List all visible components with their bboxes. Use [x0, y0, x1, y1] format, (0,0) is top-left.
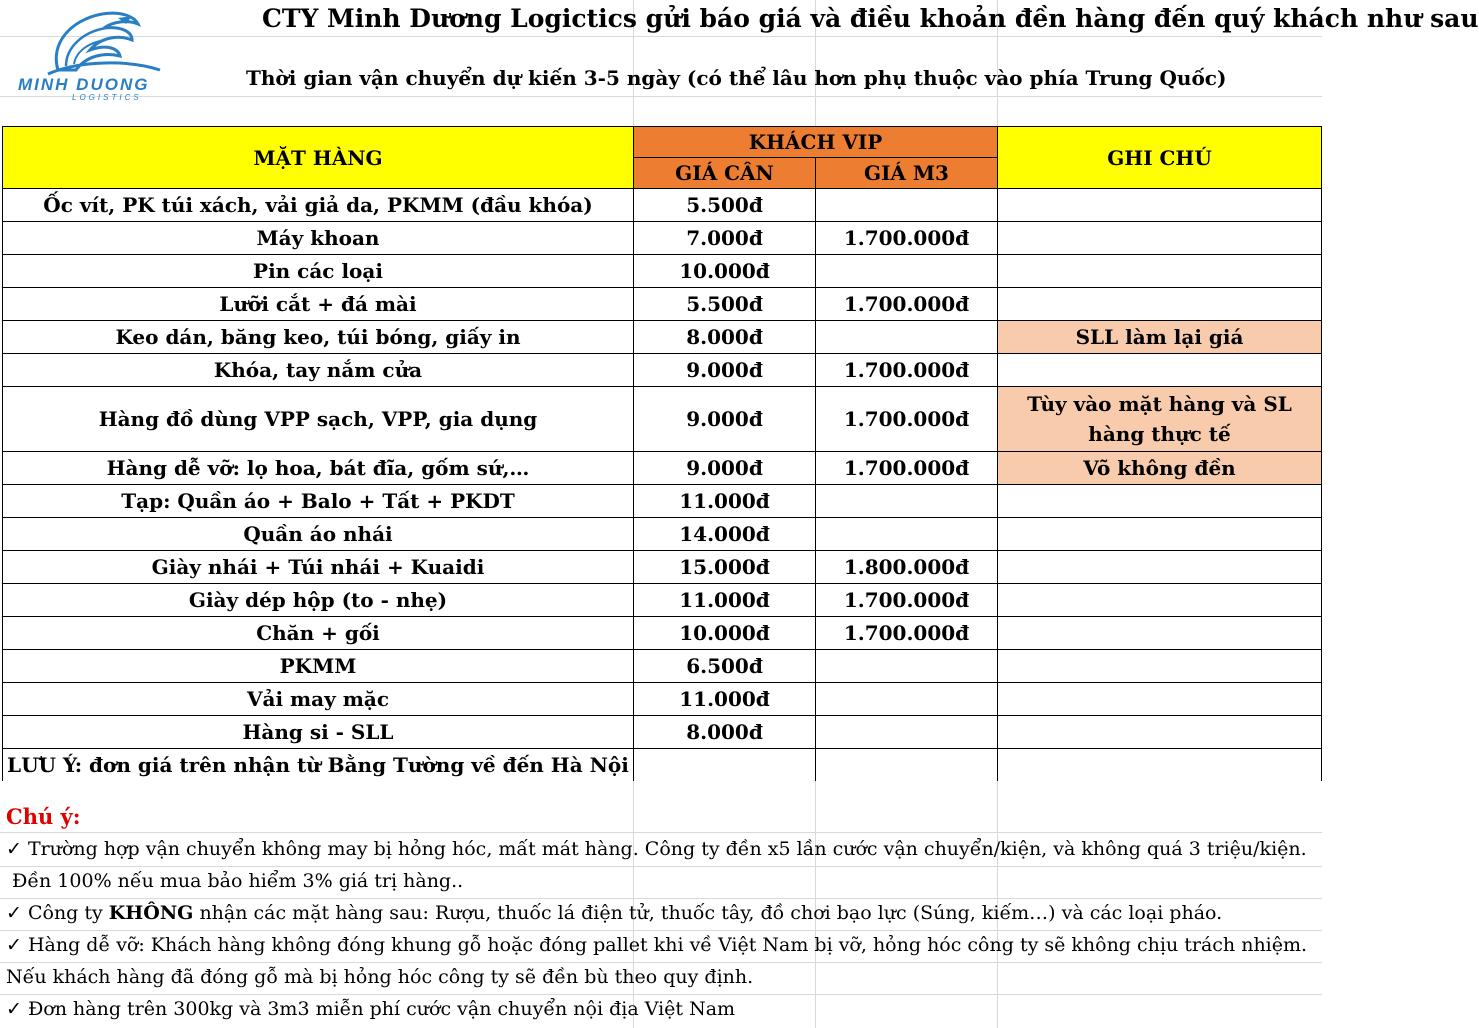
m3-price-cell: [816, 189, 998, 222]
footer-row: [3, 749, 1322, 782]
item-cell: Ốc vít, PK túi xách, vải giả da, PKMM (đầu khóa): [3, 189, 634, 222]
m3-price-cell: 1.700.000đ: [816, 584, 998, 617]
weight-price-cell: 9.000đ: [634, 354, 816, 387]
note-line: ✓ Trường hợp vận chuyển không may bị hỏng hóc, mất mát hàng. Công ty đền x5 lần cước vận chuyển/kiện, và không quá 3 triệu/kiện.: [6, 838, 1307, 860]
header-weight-price: GIÁ CÂN: [634, 158, 816, 189]
m3-price-cell: [816, 683, 998, 716]
item-cell: Hàng dễ vỡ: lọ hoa, bát đĩa, gốm sứ,…: [3, 452, 634, 485]
header-vip: KHÁCH VIP: [634, 127, 998, 158]
m3-price-cell: 1.700.000đ: [816, 288, 998, 321]
note-line: Đền 100% nếu mua bảo hiểm 3% giá trị hàng..: [12, 870, 464, 892]
weight-price-cell: 9.000đ: [634, 452, 816, 485]
item-cell: Chăn + gối: [3, 617, 634, 650]
table-row: [3, 683, 1322, 716]
item-cell: Lưỡi cắt + đá mài: [3, 288, 634, 321]
logo-subname: LOGISTICS: [72, 93, 142, 102]
note-line: ✓ Công ty KHÔNG nhận các mặt hàng sau: Rượu, thuốc lá điện tử, thuốc tây, đồ chơi bạo lực (Súng, kiếm…) và các loại pháo.: [6, 902, 1223, 924]
header-note: GHI CHÚ: [998, 127, 1322, 189]
item-cell: Keo dán, băng keo, túi bóng, giấy in: [3, 321, 634, 354]
note-line: Nếu khách hàng đã đóng gỗ mà bị hỏng hóc công ty sẽ đền bù theo quy định.: [6, 966, 754, 988]
weight-price-cell: 10.000đ: [634, 255, 816, 288]
note-cell: [998, 617, 1322, 650]
item-cell: Khóa, tay nắm cửa: [3, 354, 634, 387]
price-table: [2, 126, 1322, 781]
item-cell: Giày dép hộp (to - nhẹ): [3, 584, 634, 617]
note-cell: SLL làm lại giá: [998, 321, 1322, 354]
weight-price-cell: 6.500đ: [634, 650, 816, 683]
m3-price-cell: [816, 518, 998, 551]
weight-price-cell: 15.000đ: [634, 551, 816, 584]
weight-price-cell: 5.500đ: [634, 288, 816, 321]
note-cell: Võ không đền: [998, 452, 1322, 485]
table-row: [3, 650, 1322, 683]
note-cell: [998, 288, 1322, 321]
table-row: [3, 551, 1322, 584]
table-row: [3, 452, 1322, 485]
weight-price-cell: 11.000đ: [634, 683, 816, 716]
note-line: ✓ Đơn hàng trên 300kg và 3m3 miễn phí cước vận chuyển nội địa Việt Nam: [6, 998, 736, 1020]
note-cell: [998, 716, 1322, 749]
check-icon: ✓: [6, 902, 22, 924]
item-cell: Hàng đồ dùng VPP sạch, VPP, gia dụng: [3, 387, 634, 452]
check-icon: ✓: [6, 838, 22, 860]
table-row: [3, 518, 1322, 551]
m3-price-cell: [816, 321, 998, 354]
note-cell: Tùy vào mặt hàng và SL hàng thực tế: [998, 387, 1322, 452]
page-title: CTY Minh Dương Logictics gửi báo giá và điều khoản đền hàng đến quý khách như sau: [262, 4, 1479, 33]
table-row: [3, 189, 1322, 222]
weight-price-cell: 10.000đ: [634, 617, 816, 650]
weight-price-cell: 14.000đ: [634, 518, 816, 551]
item-cell: PKMM: [3, 650, 634, 683]
weight-price-cell: 11.000đ: [634, 485, 816, 518]
table-row: [3, 617, 1322, 650]
page-subtitle: Thời gian vận chuyển dự kiến 3-5 ngày (có thể lâu hơn phụ thuộc vào phía Trung Quốc): [246, 66, 1227, 90]
weight-price-cell: 7.000đ: [634, 222, 816, 255]
check-icon: ✓: [6, 934, 22, 956]
table-row: [3, 321, 1322, 354]
table-row: [3, 255, 1322, 288]
note-cell: [998, 551, 1322, 584]
weight-price-cell: 8.000đ: [634, 321, 816, 354]
table-row: [3, 354, 1322, 387]
company-logo: [10, 4, 210, 102]
m3-price-cell: 1.700.000đ: [816, 354, 998, 387]
price-footnote: LƯU Ý: đơn giá trên nhận từ Bằng Tường về đến Hà Nội: [3, 749, 634, 782]
item-cell: Tạp: Quần áo + Balo + Tất + PKDT: [3, 485, 634, 518]
table-row: [3, 288, 1322, 321]
m3-price-cell: [816, 716, 998, 749]
table-row: [3, 716, 1322, 749]
check-icon: ✓: [6, 998, 22, 1020]
m3-price-cell: [816, 485, 998, 518]
weight-price-cell: 11.000đ: [634, 584, 816, 617]
note-cell: [998, 189, 1322, 222]
weight-price-cell: 9.000đ: [634, 387, 816, 452]
table-row: [3, 222, 1322, 255]
table-row: [3, 485, 1322, 518]
m3-price-cell: [816, 255, 998, 288]
weight-price-cell: 8.000đ: [634, 716, 816, 749]
table-row: [3, 387, 1322, 452]
weight-price-cell: 5.500đ: [634, 189, 816, 222]
m3-price-cell: [816, 650, 998, 683]
item-cell: Pin các loại: [3, 255, 634, 288]
notes-heading: Chú ý:: [6, 804, 81, 829]
table-row: [3, 584, 1322, 617]
note-cell: [998, 485, 1322, 518]
note-cell: [998, 354, 1322, 387]
header-item: MẶT HÀNG: [3, 127, 634, 189]
item-cell: Hàng si - SLL: [3, 716, 634, 749]
note-cell: [998, 518, 1322, 551]
note-cell: [998, 650, 1322, 683]
note-line: ✓ Hàng dễ vỡ: Khách hàng không đóng khung gỗ hoặc đóng pallet khi về Việt Nam bị vỡ, hỏng hóc công ty sẽ không chịu trách nhiệm.: [6, 934, 1308, 956]
header-m3-price: GIÁ M3: [816, 158, 998, 189]
note-cell: [998, 683, 1322, 716]
m3-price-cell: 1.700.000đ: [816, 222, 998, 255]
note-cell: [998, 222, 1322, 255]
note-cell: [998, 255, 1322, 288]
item-cell: Giày nhái + Túi nhái + Kuaidi: [3, 551, 634, 584]
logo-name: MINH DUONG: [18, 75, 150, 94]
m3-price-cell: 1.700.000đ: [816, 452, 998, 485]
m3-price-cell: 1.800.000đ: [816, 551, 998, 584]
m3-price-cell: 1.700.000đ: [816, 617, 998, 650]
note-cell: [998, 584, 1322, 617]
m3-price-cell: 1.700.000đ: [816, 387, 998, 452]
item-cell: Máy khoan: [3, 222, 634, 255]
item-cell: Quần áo nhái: [3, 518, 634, 551]
item-cell: Vải may mặc: [3, 683, 634, 716]
